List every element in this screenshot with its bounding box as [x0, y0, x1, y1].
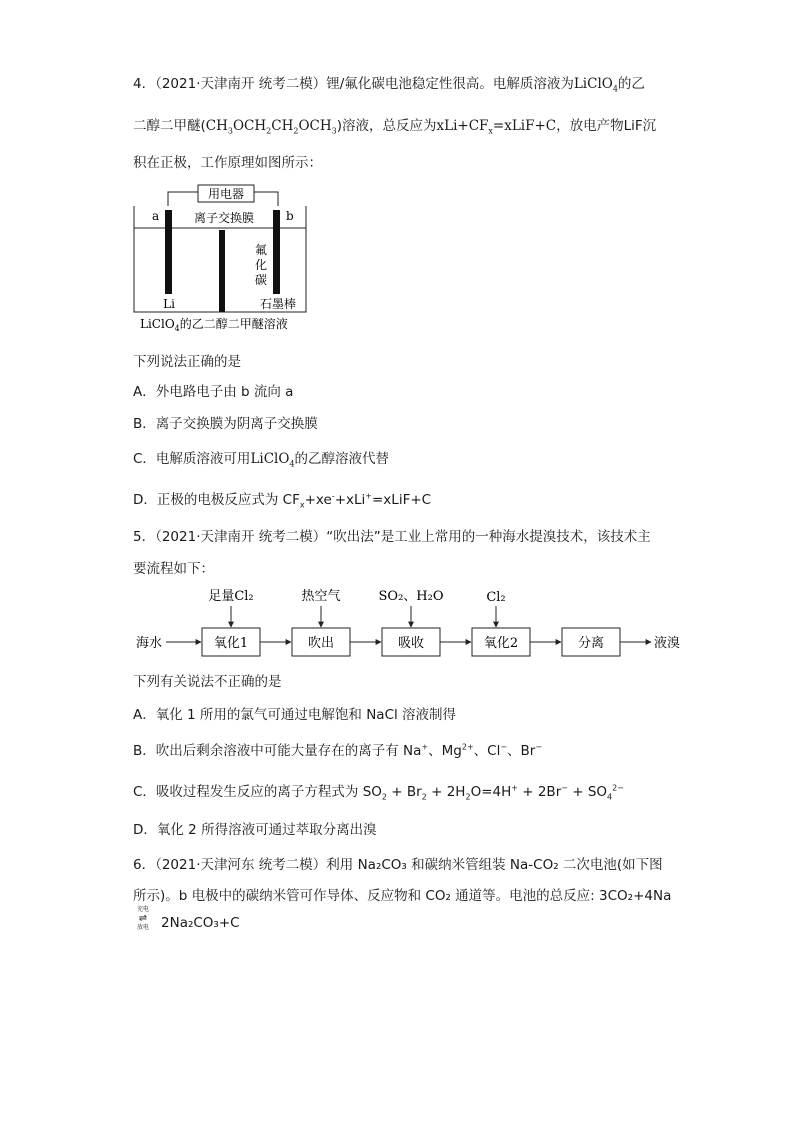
external-wire — [168, 192, 198, 206]
label-b: b — [286, 209, 294, 223]
external-wire-right — [254, 192, 278, 206]
flow-input-4: Cl₂ — [486, 590, 506, 605]
flow-input-2: 热空气 — [301, 589, 341, 604]
flow-step-2: 吹出 — [307, 636, 335, 651]
q5-line-1: 5．（2021·天津南开 统考二模）“吹出法”是工业上常用的一种海水提溴技术，该技术主 — [133, 529, 651, 545]
q6-product: 2Na₂CO₃+C — [161, 915, 240, 931]
q5-option-d: D．氧化 2 所得溶液可通过萃取分离出溴 — [133, 822, 377, 838]
flow-step-5: 分离 — [577, 636, 605, 651]
flow-start: 海水 — [136, 636, 163, 651]
arrow-glyph: ⇌ — [138, 913, 148, 924]
q5-line-2: 要流程如下： — [133, 561, 214, 577]
li-label: Li — [163, 297, 175, 311]
device-label: 用电器 — [207, 187, 245, 201]
graphite-electrode — [273, 210, 280, 294]
arrow-top-label: 充电 — [136, 906, 149, 913]
bromine-flow-diagram — [134, 586, 694, 658]
flow-input-3: SO₂、H₂O — [378, 589, 444, 604]
q6-line-2: 所示)。b 电极中的碳纳米管可作导体、反应物和 CO₂ 通道等。电池的总反应: 3CO₂+4Na — [133, 888, 672, 904]
cf-label-1: 氟 — [254, 243, 268, 257]
membrane-label: 离子交换膜 — [193, 211, 255, 225]
cf-label-2: 化 — [254, 258, 268, 272]
q4-line-2: 二醇二甲醚$(CH_3OCH_2CH_2OCH_3)$溶液，总反应为$xLi+CF_x=xLiF+C$，放电产物LiF沉 — [133, 118, 657, 136]
q5-option-a: A．氧化 1 所用的氯气可通过电解饱和 NaCl 溶液制得 — [133, 707, 457, 723]
battery-diagram — [128, 182, 328, 334]
q4-option-c: C．电解质溶液可用LiClO$_4$的乙醇溶液代替 — [133, 451, 390, 469]
ion-exchange-membrane — [219, 230, 225, 312]
q5-option-b: B．吹出后剩余溶液中可能大量存在的离子有 Na+、$Mg^{2+}$、Cl−、Br− — [133, 742, 543, 759]
arrow-bottom-label: 放电 — [136, 924, 149, 931]
label-a: a — [152, 209, 160, 223]
q6-line-1: 6．（2021·天津河东 统考二模）利用 Na₂CO₃ 和碳纳米管组装 Na-CO₂ 二次电池(如下图 — [133, 857, 663, 873]
flow-input-1: 足量Cl₂ — [208, 589, 254, 604]
flow-step-1: 氧化1 — [213, 636, 249, 651]
cf-label-3: 碳 — [254, 273, 268, 287]
q5-prompt: 下列有关说法不正确的是 — [133, 674, 282, 690]
li-electrode — [165, 210, 172, 294]
q4-line-3: 积在正极，工作原理如图所示： — [133, 155, 322, 171]
q4-prompt: 下列说法正确的是 — [133, 354, 241, 370]
q4-option-b: B．离子交换膜为阴离子交换膜 — [133, 416, 318, 432]
q4-line-1: 4．（2021·天津南开 统考二模）锂/氟化碳电池稳定性很高。电解质溶液为LiClO$_4$的乙 — [133, 76, 645, 94]
flow-step-3: 吸收 — [397, 636, 425, 651]
graphite-label: 石墨棒 — [259, 297, 297, 311]
q4-option-a: A．外电路电子由 b 流向 a — [133, 384, 294, 400]
flow-end: 液溴 — [654, 636, 681, 651]
q5-option-c: C．吸收过程发生反应的离子方程式为 $SO_2 + Br_2 + 2H_2O=4H^+ + 2Br^- + SO_4^{2-}$ — [133, 783, 624, 802]
flow-step-4: 氧化2 — [483, 636, 519, 651]
q6-reaction-arrow — [134, 906, 152, 932]
q4-option-d: D．正极的电极反应式为 $CF_x+xe^-+xLi^+=xLiF+C$ — [133, 491, 432, 510]
electrolyte-caption: LiClO$_4$的乙二醇二甲醚溶液 — [140, 317, 288, 333]
